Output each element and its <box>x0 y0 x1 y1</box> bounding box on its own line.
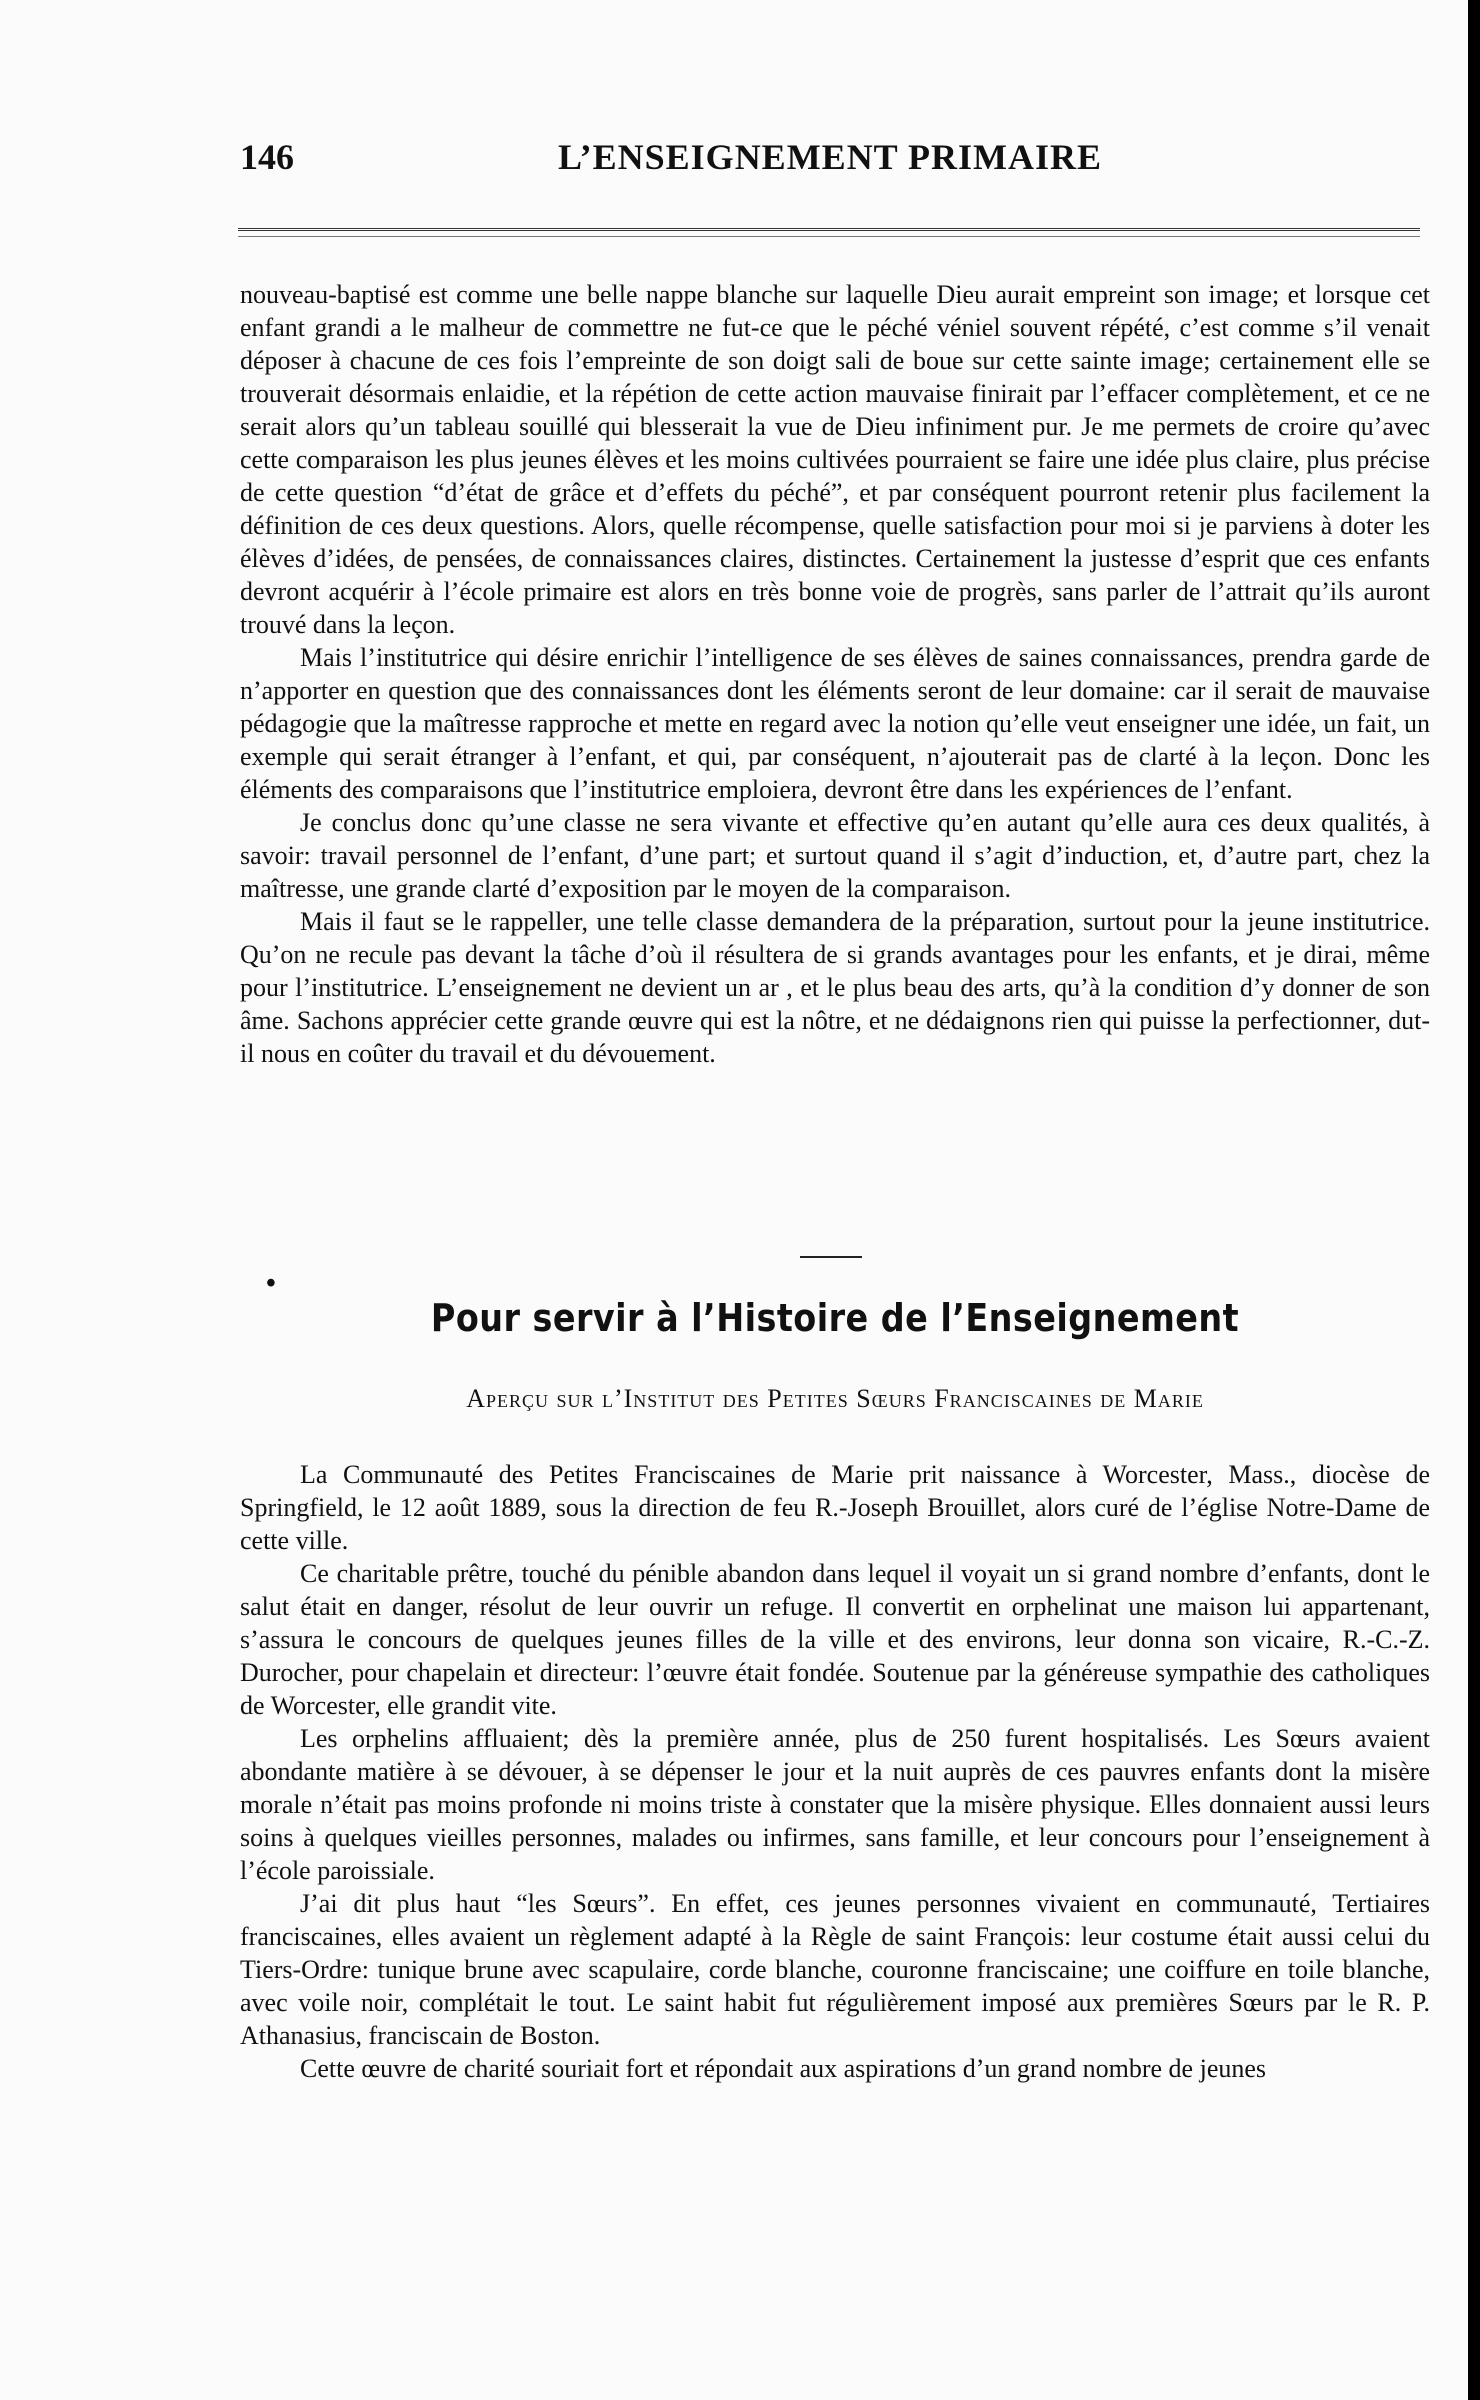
section-divider <box>800 1256 862 1258</box>
header-rule <box>238 228 1420 231</box>
paragraph: Cette œuvre de charité souriait fort et répondait aux aspirations d’un grand nombre de jeunes <box>300 2054 1267 2083</box>
paragraph: Les orphelins affluaient; dès la première année, plus de 250 furent hospitalisés. Les Sœurs avaient abondante matière à se dévouer, à se dépenser le jour et la nuit auprès de ces pauvres enfants dont la misère morale n’était pas moins profonde ni moins triste à constater que la misère physique. Elles donnaient aussi leurs soins à quelques vieilles personnes, malades ou infirmes, sans famille, et leur concours pour l’enseignement à l’école paroissiale. <box>240 1724 1430 1885</box>
paragraph: Ce charitable prêtre, touché du pénible abandon dans lequel il voyait un si grand nombre d’enfants, dont le salut était en danger, résolut de leur ouvrir un refuge. Il convertit en orphelinat une maison lui appartenant, s’assura le concours de quelques jeunes filles de la ville et des environs, leur donna son vicaire, R.-C.-Z. Durocher, pour chapelain et directeur: l’œuvre était fondée. Soutenue par la généreuse sympathie des catholiques de Worcester, elle grandit vite. <box>240 1559 1430 1720</box>
paragraph: nouveau-baptisé est comme une belle nappe blanche sur laquelle Dieu aurait empreint son image; et lorsque cet enfant grandi a le malheur de commettre ne fut-ce que le péché véniel souvent répété, c’est comme s’il venait déposer à chacune de ces fois l’empreinte de son doigt sali de boue sur cette sainte image; certainement elle se trouverait désormais enlaidie, et la répétion de cette action mauvaise finirait par l’effacer complètement, et ce ne serait alors qu’un tableau souillé qui blesserait la vue de Dieu infiniment pur. Je me permets de croire qu’avec cette comparaison les plus jeunes élèves et les moins cultivées pourraient se faire une idée plus claire, plus précise de cette question “d’état de grâce et d’effets du péché”, et par conséquent pourront retenir plus facilement la définition de ces deux questions. Alors, quelle récompense, quelle satisfaction pour moi si je parviens à doter les élèves d’idées, de pensées, de connaissances claires, distinctes. Certainement la justesse d’esprit que ces enfants devront acquérir à l’école primaire est alors en très bonne voie de progrès, sans parler de l’attrait qu’ils auront trouvé dans la leçon. <box>240 280 1430 639</box>
paragraph: La Communauté des Petites Franciscaines de Marie prit naissance à Worcester, Mass., diocèse de Springfield, le 12 août 1889, sous la direction de feu R.-Joseph Brouillet, alors curé de l’église Notre-Dame de cette ville. <box>240 1460 1430 1555</box>
header-rule-thin <box>238 236 1420 237</box>
paragraph: Je conclus donc qu’une classe ne sera vivante et effective qu’en autant qu’elle aura ces deux qualités, à savoir: travail personnel de l’enfant, d’une part; et surtout quand il s’agit d’induction, et, d’autre part, chez la maîtresse, une grande clarté d’exposition par le moyen de la comparaison. <box>240 808 1430 903</box>
scan-border <box>1468 0 1480 2400</box>
running-title: L’ENSEIGNEMENT PRIMAIRE <box>557 137 1103 177</box>
paragraph: J’ai dit plus haut “les Sœurs”. En effet, ces jeunes personnes vivaient en communauté, Tertiaires franciscaines, elles avaient un règlement adapté à la Règle de saint François: leur costume était aussi celui du Tiers-Ordre: tunique brune avec scapulaire, corde blanche, couronne franciscaine; une coiffure en toile blanche, avec voile noir, complétait le tout. Le saint habit fut régulièrement imposé aux premières Sœurs par le R. P. Athanasius, franciscain de Boston. <box>240 1889 1430 2050</box>
page-header <box>240 130 1420 190</box>
paragraph: Mais l’institutrice qui désire enrichir l’intelligence de ses élèves de saines connaissances, prendra garde de n’apporter en question que des connaissances dont les éléments seront de leur domaine: car il serait de mauvaise pédagogie que la maîtresse rapproche et mette en regard avec la notion qu’elle veut enseigner une idée, un fait, un exemple qui serait étranger à l’enfant, et qui, par conséquent, n’ajouterait pas de clarté à la leçon. Donc les éléments des comparaisons que l’institutrice emploiera, devront être dans les expériences de l’enfant. <box>240 643 1430 804</box>
paragraph: Mais il faut se le rappeller, une telle classe demandera de la préparation, surtout pour la jeune institutrice. Qu’on ne recule pas devant la tâche d’où il résultera de si grands avantages pour les enfants, et je dirai, même pour l’institutrice. L’enseignement ne devient un ar , et le plus beau des arts, qu’à la condition d’y donner de son âme. Sachons apprécier cette grande œuvre qui est la nôtre, et ne dédaignons rien qui puisse la perfectionner, dut-il nous en coûter du travail et du dévouement. <box>240 907 1430 1068</box>
margin-bullet: • <box>266 1268 276 1299</box>
section-subtitle: Aperçu sur l’Institut des Petites Sœurs Franciscaines de Marie <box>466 1384 1204 1413</box>
section-text <box>240 1458 1430 2085</box>
article-end-text <box>240 278 1430 1070</box>
section-title: Pour servir à l’Histoire de l’Enseignement <box>430 1296 1240 1340</box>
page-number: 146 <box>240 137 294 177</box>
